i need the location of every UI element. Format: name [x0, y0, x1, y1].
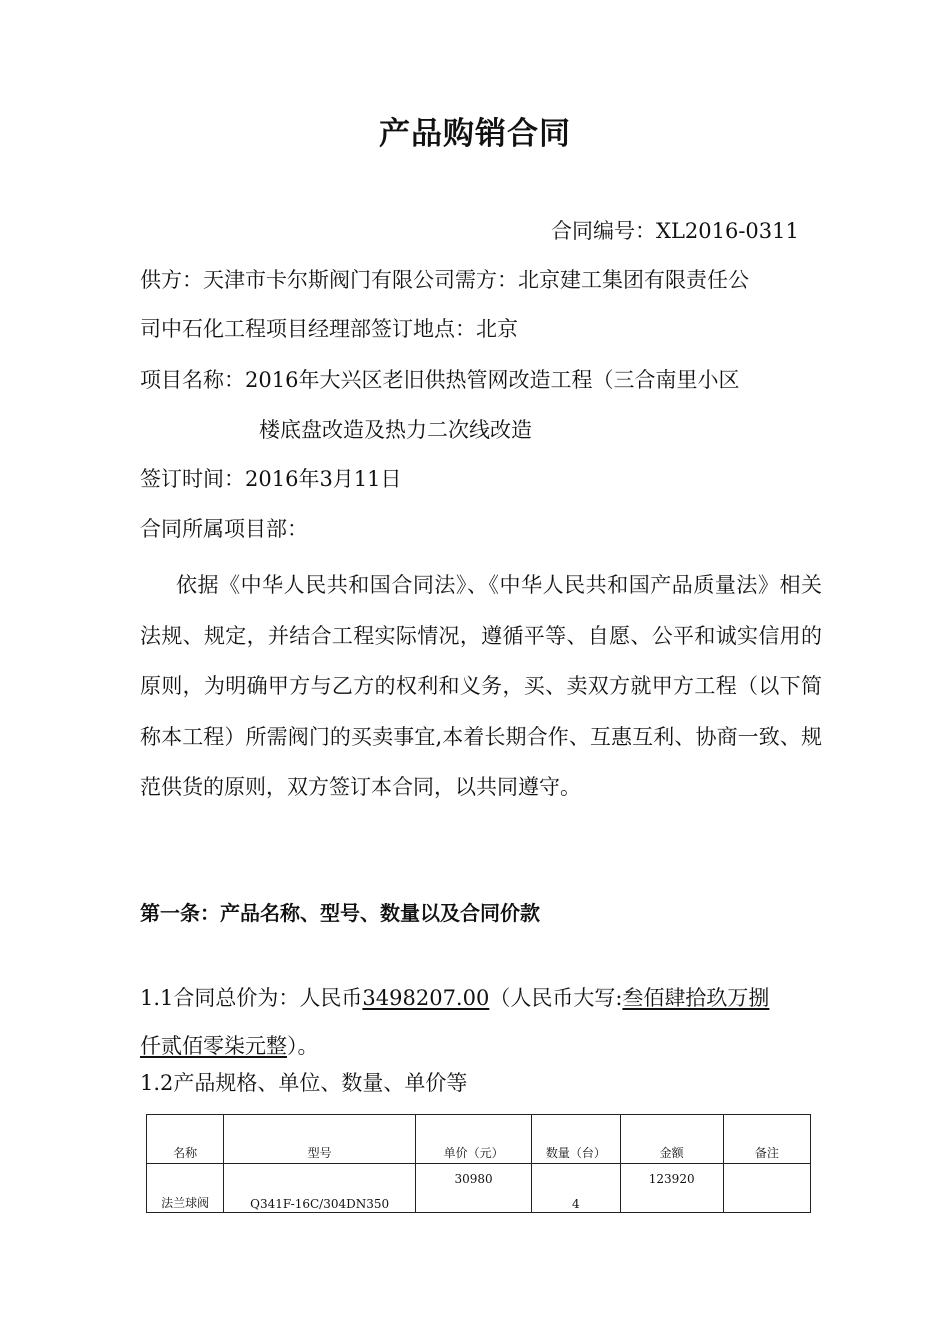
header-quantity: 数量（台）	[532, 1115, 620, 1164]
document-title: 产品购销合同	[379, 116, 571, 152]
cell-amount: 123920	[620, 1164, 723, 1213]
project-department: 合同所属项目部：	[140, 517, 308, 541]
total-amount: 3498207.00	[362, 986, 490, 1010]
total-words-part-1: 叁佰肆拾玖万捌	[622, 986, 770, 1010]
product-table	[146, 1114, 811, 1213]
parties-line-2: 司中石化工程项目经理部签订地点：北京	[140, 317, 518, 341]
cell-model: Q341F-16C/304DN350	[224, 1164, 416, 1213]
cell-quantity: 4	[532, 1164, 620, 1213]
header-model: 型号	[224, 1115, 416, 1164]
spec-heading: 1.2产品规格、单位、数量、单价等	[140, 1071, 468, 1095]
total-prefix: 1.1合同总价为：人民币	[140, 986, 363, 1010]
section-1-heading: 第一条：产品名称、型号、数量以及合同价款	[140, 901, 540, 925]
header-name: 名称	[147, 1115, 224, 1164]
header-remarks: 备注	[723, 1115, 810, 1164]
project-name-line-2: 楼底盘改造及热力二次线改造	[259, 418, 532, 442]
total-mid: （人民币大写:	[489, 986, 623, 1010]
header-unit-price: 单价（元）	[416, 1115, 532, 1164]
table-row	[147, 1164, 811, 1213]
cell-remarks	[723, 1164, 810, 1213]
header-amount: 金额	[620, 1115, 723, 1164]
cell-name: 法兰球阀	[147, 1164, 224, 1213]
cell-unit-price: 30980	[416, 1164, 532, 1213]
total-price-line-1	[140, 983, 769, 1013]
contract-number: 合同编号：XL2016-0311	[551, 219, 799, 243]
table-header-row	[147, 1115, 811, 1164]
parties-line-1: 供方：天津市卡尔斯阀门有限公司需方：北京建工集团有限责任公	[140, 268, 749, 292]
project-name-line-1: 项目名称：2016年大兴区老旧供热管网改造工程（三合南里小区	[140, 368, 740, 392]
preamble-paragraph: 依据《中华人民共和国合同法》、《中华人民共和国产品质量法》相关法规、规定，并结合工程实际情况，遵循平等、自愿、公平和诚实信用的原则，为明确甲方与乙方的权利和义务，买、卖双方就甲方工程（以下简称本工程）所需阀门的买卖事宜,本着长期合作、互惠互利、协商一致、规范供货的原则，双方签订本合同，以共同遵守。	[140, 573, 822, 799]
sign-date: 签订时间：2016年3月11日	[140, 467, 402, 491]
total-suffix: ）。	[287, 1034, 319, 1058]
total-words-part-2: 仟贰佰零柒元整	[140, 1034, 287, 1058]
total-price-line-2	[140, 1031, 319, 1061]
